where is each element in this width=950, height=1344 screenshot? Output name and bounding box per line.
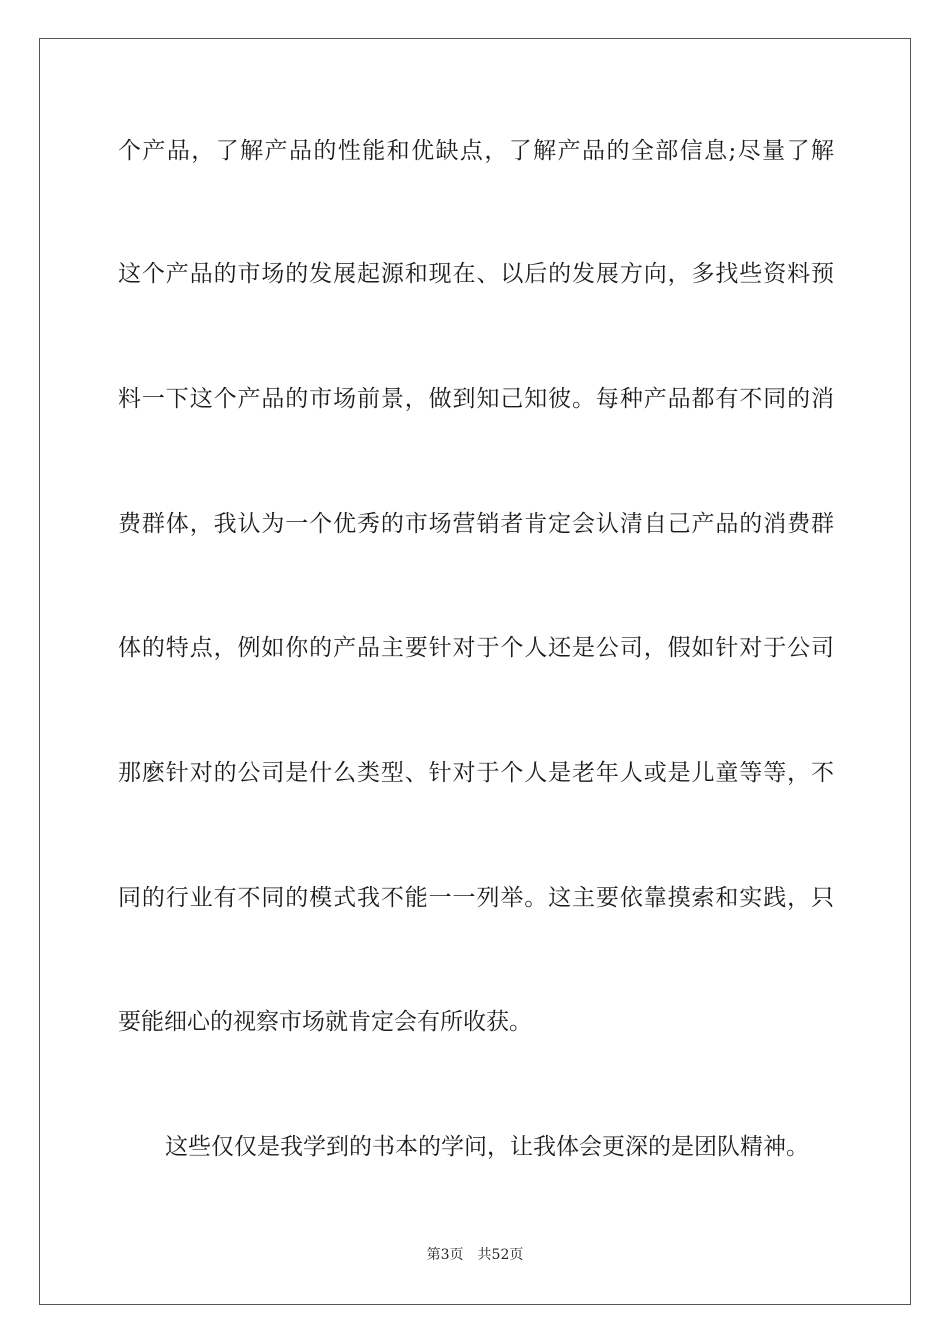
body-text-line-8: 要能细心的视察市场就肯定会有所收获。 [118,1009,532,1035]
page-footer [0,1246,950,1264]
body-text-line-6: 那麽针对的公司是什么类型、针对于个人是老年人或是儿童等等，不 [118,760,834,786]
page-total: 共52页 [477,1247,524,1263]
paragraph-2: 这些仅仅是我学到的书本的学问，让我体会更深的是团队精神。 [165,1134,809,1160]
body-text-line-3: 料一下这个产品的市场前景，做到知己知彼。每种产品都有不同的消 [118,386,834,412]
body-text-line-4: 费群体，我认为一个优秀的市场营销者肯定会认清自己产品的消费群 [118,511,834,537]
body-text-line-7: 同的行业有不同的模式我不能一一列举。这主要依靠摸索和实践，只 [118,885,834,911]
body-text-line-1: 个产品，了解产品的性能和优缺点，了解产品的全部信息;尽量了解 [118,138,834,164]
page-number: 第3页 [426,1247,464,1263]
body-text-line-5: 体的特点，例如你的产品主要针对于个人还是公司，假如针对于公司 [118,635,834,661]
body-text-line-2: 这个产品的市场的发展起源和现在、以后的发展方向，多找些资料预 [118,261,834,287]
page-border [39,38,911,1305]
